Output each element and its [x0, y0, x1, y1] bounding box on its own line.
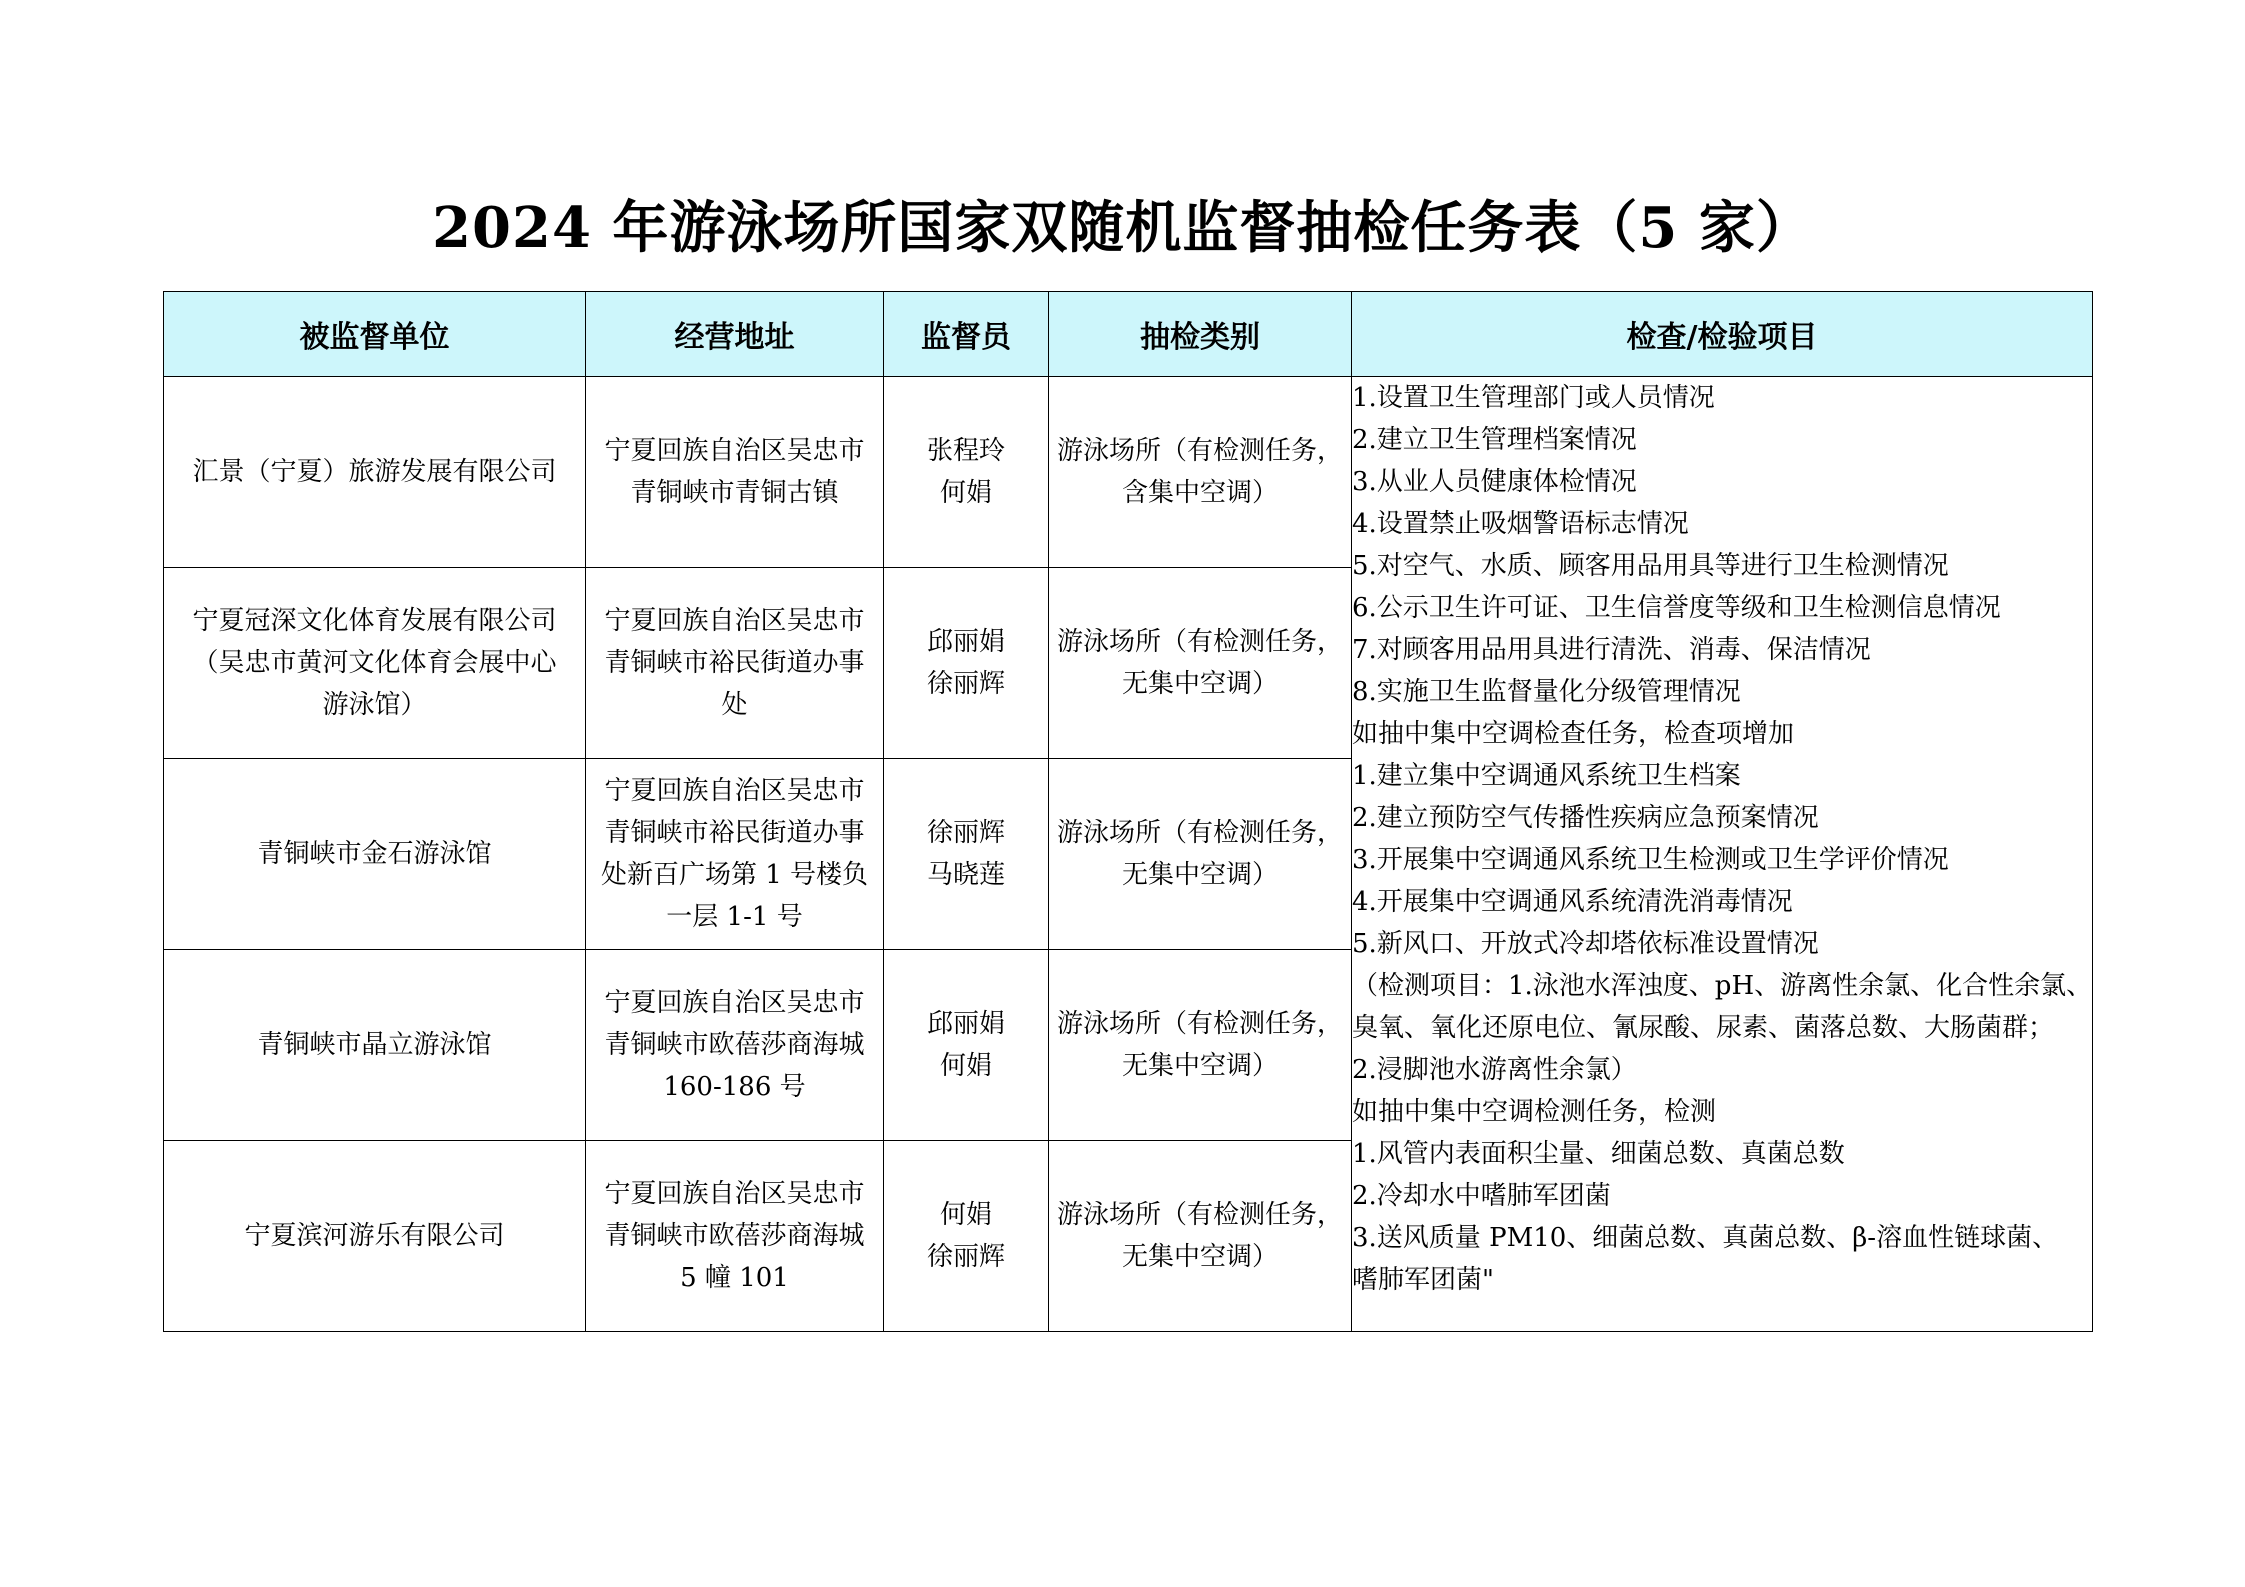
address-line: 处新百广场第 1 号楼负: [600, 860, 869, 890]
unit-name: （吴忠市黄河文化体育会展中心: [192, 648, 557, 678]
header-items: 检查/检验项目: [1352, 292, 2093, 377]
category-cell: [1049, 377, 1352, 568]
address-line: 青铜峡市裕民街道办事: [604, 818, 865, 848]
table-header-row: [164, 292, 2093, 377]
address-line: 青铜峡市欧蓓莎商海城: [604, 1030, 865, 1060]
category-line: 无集中空调）: [1121, 1051, 1278, 1081]
address-line: 5 幢 101: [680, 1263, 789, 1293]
unit-name: 青铜峡市金石游泳馆: [257, 839, 492, 869]
inspection-item: （检测项目：1.泳池水浑浊度、pH、游离性余氯、化合性余氯、: [1352, 971, 2093, 1001]
category-line: 无集中空调）: [1121, 860, 1278, 890]
inspector-name: 徐丽辉: [926, 669, 1005, 699]
address-cell: [586, 568, 884, 759]
inspection-item: 3.送风质量 PM10、细菌总数、真菌总数、β-溶血性链球菌、: [1352, 1223, 2059, 1253]
unit-cell: [164, 1141, 586, 1332]
inspection-items-cell: [1352, 377, 2093, 1332]
category-line: 游泳场所（有检测任务，: [1056, 818, 1343, 848]
page-title: 2024 年游泳场所国家双随机监督抽检任务表（5 家）: [432, 195, 1813, 261]
task-table: [163, 291, 2093, 1332]
inspector-name: 何娟: [939, 1051, 992, 1081]
inspectors-cell: [884, 759, 1049, 950]
category-line: 游泳场所（有检测任务，: [1056, 436, 1343, 466]
unit-cell: [164, 950, 586, 1141]
unit-cell: [164, 759, 586, 950]
address-line: 宁夏回族自治区吴忠市: [604, 1179, 865, 1209]
address-cell: [586, 1141, 884, 1332]
unit-name: 宁夏滨河游乐有限公司: [244, 1221, 505, 1251]
inspection-item: 1.建立集中空调通风系统卫生档案: [1352, 761, 1741, 791]
header-inspectors: 监督员: [884, 292, 1049, 377]
category-cell: [1049, 759, 1352, 950]
address-line: 青铜峡市裕民街道办事: [604, 648, 865, 678]
header-address: 经营地址: [586, 292, 884, 377]
address-line: 青铜峡市青铜古镇: [630, 478, 839, 508]
inspection-item: 1.风管内表面积尘量、细菌总数、真菌总数: [1352, 1139, 1845, 1169]
category-cell: [1049, 1141, 1352, 1332]
category-line: 游泳场所（有检测任务，: [1056, 1009, 1343, 1039]
inspector-name: 邱丽娟: [926, 1009, 1005, 1039]
inspectors-cell: [884, 377, 1049, 568]
address-line: 处: [721, 690, 748, 720]
address-line: 宁夏回族自治区吴忠市: [604, 776, 865, 806]
header-unit: 被监督单位: [164, 292, 586, 377]
category-line: 游泳场所（有检测任务，: [1056, 1200, 1343, 1230]
address-line: 青铜峡市欧蓓莎商海城: [604, 1221, 865, 1251]
inspection-item: 3.从业人员健康体检情况: [1352, 467, 1637, 497]
inspection-item: 2.建立卫生管理档案情况: [1352, 425, 1637, 455]
inspector-name: 何娟: [939, 1200, 992, 1230]
inspection-item: 8.实施卫生监督量化分级管理情况: [1352, 677, 1741, 707]
inspectors-cell: [884, 1141, 1049, 1332]
inspection-item: 5.新风口、开放式冷却塔依标准设置情况: [1352, 929, 1819, 959]
category-cell: [1049, 950, 1352, 1141]
category-line: 含集中空调）: [1121, 478, 1278, 508]
inspection-item: 臭氧、氧化还原电位、氰尿酸、尿素、菌落总数、大肠菌群；: [1352, 1013, 2055, 1043]
address-cell: [586, 377, 884, 568]
inspection-item: 2.建立预防空气传播性疾病应急预案情况: [1352, 803, 1819, 833]
inspectors-cell: [884, 568, 1049, 759]
inspector-name: 徐丽辉: [926, 1242, 1005, 1272]
inspection-item: 7.对顾客用品用具进行清洗、消毒、保洁情况: [1352, 635, 1871, 665]
inspection-item: 如抽中集中空调检测任务，检测: [1352, 1097, 1717, 1127]
inspection-item: 1.设置卫生管理部门或人员情况: [1352, 383, 1715, 413]
inspector-name: 徐丽辉: [926, 818, 1005, 848]
inspection-item: 嗜肺军团菌": [1352, 1265, 1494, 1295]
inspection-item: 2.浸脚池水游离性余氯）: [1352, 1055, 1637, 1085]
category-cell: [1049, 568, 1352, 759]
unit-name: 青铜峡市晶立游泳馆: [257, 1030, 492, 1060]
address-line: 宁夏回族自治区吴忠市: [604, 606, 865, 636]
unit-cell: [164, 377, 586, 568]
inspection-item: 4.设置禁止吸烟警语标志情况: [1352, 509, 1689, 539]
unit-name: 汇景（宁夏）旅游发展有限公司: [192, 457, 557, 487]
address-line: 160-186 号: [663, 1072, 806, 1102]
unit-cell: [164, 568, 586, 759]
inspector-name: 邱丽娟: [926, 627, 1005, 657]
address-cell: [586, 759, 884, 950]
category-line: 游泳场所（有检测任务，: [1056, 627, 1343, 657]
header-category: 抽检类别: [1049, 292, 1352, 377]
inspection-item: 4.开展集中空调通风系统清洗消毒情况: [1352, 887, 1793, 917]
inspectors-cell: [884, 950, 1049, 1141]
unit-name: 宁夏冠深文化体育发展有限公司: [192, 606, 557, 636]
category-line: 无集中空调）: [1121, 669, 1278, 699]
table-row: [164, 377, 2093, 568]
unit-name: 游泳馆）: [322, 690, 427, 720]
address-line: 宁夏回族自治区吴忠市: [604, 436, 865, 466]
address-line: 一层 1-1 号: [666, 902, 803, 932]
inspection-item: 6.公示卫生许可证、卫生信誉度等级和卫生检测信息情况: [1352, 593, 2001, 623]
inspector-name: 张程玲: [926, 436, 1005, 466]
inspection-item: 5.对空气、水质、顾客用品用具等进行卫生检测情况: [1352, 551, 1949, 581]
inspection-item: 如抽中集中空调检查任务，检查项增加: [1352, 719, 1795, 749]
inspection-item: 3.开展集中空调通风系统卫生检测或卫生学评价情况: [1352, 845, 1949, 875]
category-line: 无集中空调）: [1121, 1242, 1278, 1272]
address-cell: [586, 950, 884, 1141]
inspector-name: 何娟: [939, 478, 992, 508]
inspector-name: 马晓莲: [926, 860, 1005, 890]
address-line: 宁夏回族自治区吴忠市: [604, 988, 865, 1018]
inspection-item: 2.冷却水中嗜肺军团菌: [1352, 1181, 1611, 1211]
